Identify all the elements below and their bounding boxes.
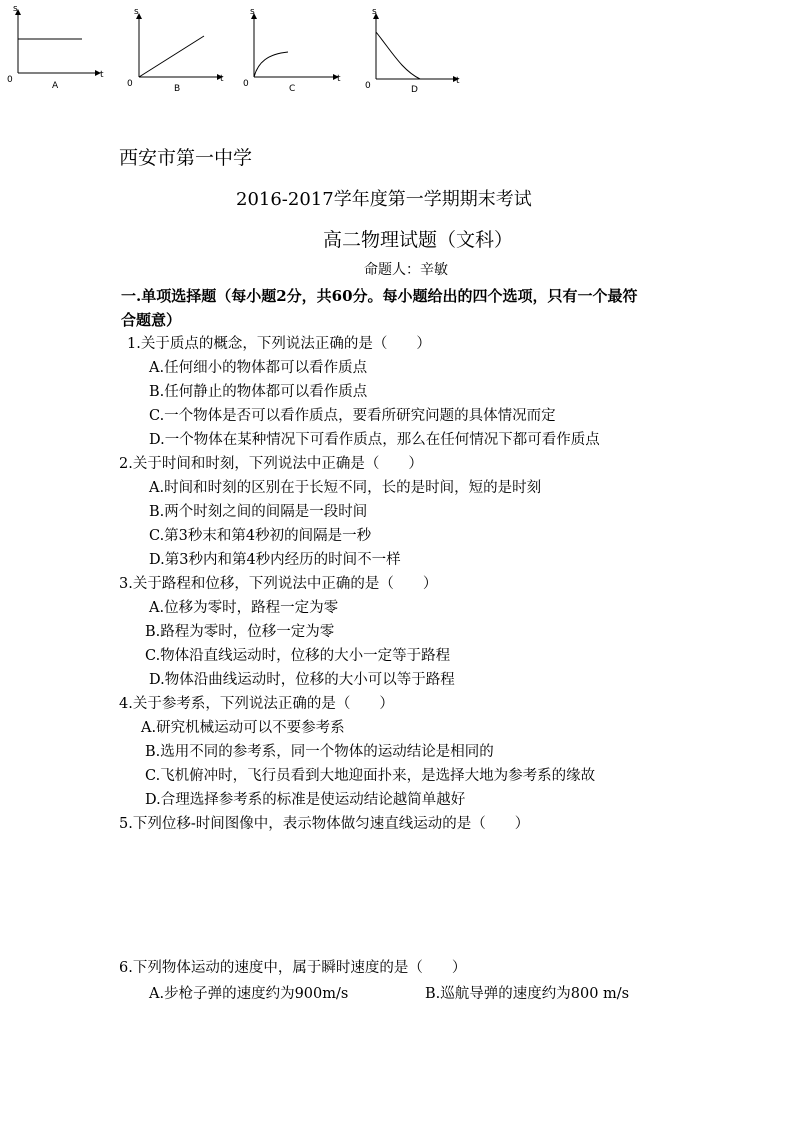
question-5-stem: 5.下列位移-时间图像中，表示物体做匀速直线运动的是（ ） <box>119 816 530 832</box>
graph-b-curve <box>139 36 204 77</box>
question-1-option-d: D.一个物体在某种情况下可看作质点，那么在任何情况下都可看作质点 <box>149 432 600 448</box>
graph-c-s-label: s <box>250 7 255 17</box>
graph-d-s-label: s <box>372 7 377 17</box>
graph-a-t-label: t <box>100 70 104 80</box>
question-2-stem: 2.关于时间和时刻，下列说法中正确是（ ） <box>119 456 423 472</box>
question-2-option-b: B.两个时刻之间的间隔是一段时间 <box>149 504 368 520</box>
graph-d-origin: 0 <box>365 81 371 91</box>
graph-c-letter: C <box>289 84 296 94</box>
graph-b-letter: B <box>174 84 181 94</box>
graph-b-origin: 0 <box>127 79 133 89</box>
question-4-option-c: C.飞机俯冲时，飞行员看到大地迎面扑来，是选择大地为参考系的缘故 <box>145 768 596 784</box>
graph-a-letter: A <box>52 81 59 91</box>
graph-a-s-label: s <box>13 4 18 14</box>
author-line: 命题人：辛敏 <box>364 262 448 278</box>
question-3-option-c: C.物体沿直线运动时，位移的大小一定等于路程 <box>145 648 451 664</box>
section-heading-line1: 一.单项选择题（每小题2分，共60分。每小题给出的四个选项，只有一个最符 <box>121 287 638 305</box>
graph-b <box>127 7 224 94</box>
question-4-option-b: B.选用不同的参考系，同一个物体的运动结论是相同的 <box>145 744 494 760</box>
paper-title: 高二物理试题（文科） <box>323 229 514 251</box>
question-1-stem: 1.关于质点的概念，下列说法正确的是（ ） <box>127 336 431 352</box>
question-3-stem: 3.关于路程和位移，下列说法中正确的是（ ） <box>119 576 438 592</box>
question-3-option-a: A.位移为零时，路程一定为零 <box>149 600 339 616</box>
graph-c-t-label: t <box>337 74 341 84</box>
question-1-option-c: C.一个物体是否可以看作质点，要看所研究问题的具体情况而定 <box>149 408 556 424</box>
school-name: 西安市第一中学 <box>119 147 253 169</box>
graph-d-curve <box>376 32 420 79</box>
section-heading-line2: 合题意） <box>121 311 182 329</box>
question-6-stem: 6.下列物体运动的速度中，属于瞬时速度的是（ ） <box>119 960 467 976</box>
question-2-option-c: C.第3秒末和第4秒初的间隔是一秒 <box>149 528 372 544</box>
graph-b-s-label: s <box>134 7 139 17</box>
question-1-option-b: B.任何静止的物体都可以看作质点 <box>149 384 368 400</box>
graph-d-t-label: t <box>456 76 460 86</box>
st-graphs <box>0 0 500 100</box>
graph-b-t-label: t <box>220 74 224 84</box>
question-4-option-d: D.合理选择参考系的标准是使运动结论越简单越好 <box>145 792 466 808</box>
graph-d-letter: D <box>411 85 418 95</box>
question-3-option-d: D.物体沿曲线运动时，位移的大小可以等于路程 <box>149 672 455 688</box>
graph-c-origin: 0 <box>243 79 249 89</box>
question-6-option-b: B.巡航导弹的速度约为800 m/s <box>425 986 630 1002</box>
question-3-option-b: B.路程为零时，位移一定为零 <box>145 624 335 640</box>
question-2-option-a: A.时间和时刻的区别在于长短不同，长的是时间，短的是时刻 <box>149 480 542 496</box>
graph-a <box>7 4 104 91</box>
question-4-option-a: A.研究机械运动可以不要参考系 <box>141 720 345 736</box>
question-6-option-a: A.步枪子弹的速度约为900m/s <box>149 986 349 1002</box>
question-2-option-d: D.第3秒内和第4秒内经历的时间不一样 <box>149 552 401 568</box>
graph-c <box>243 7 341 94</box>
question-4-stem: 4.关于参考系，下列说法正确的是（ ） <box>119 696 394 712</box>
question-1-option-a: A.任何细小的物体都可以看作质点 <box>149 360 368 376</box>
exam-title: 2016-2017学年度第一学期期末考试 <box>236 189 532 210</box>
graph-d <box>365 7 460 95</box>
graph-a-origin: 0 <box>7 75 13 85</box>
graph-c-curve <box>254 52 288 77</box>
